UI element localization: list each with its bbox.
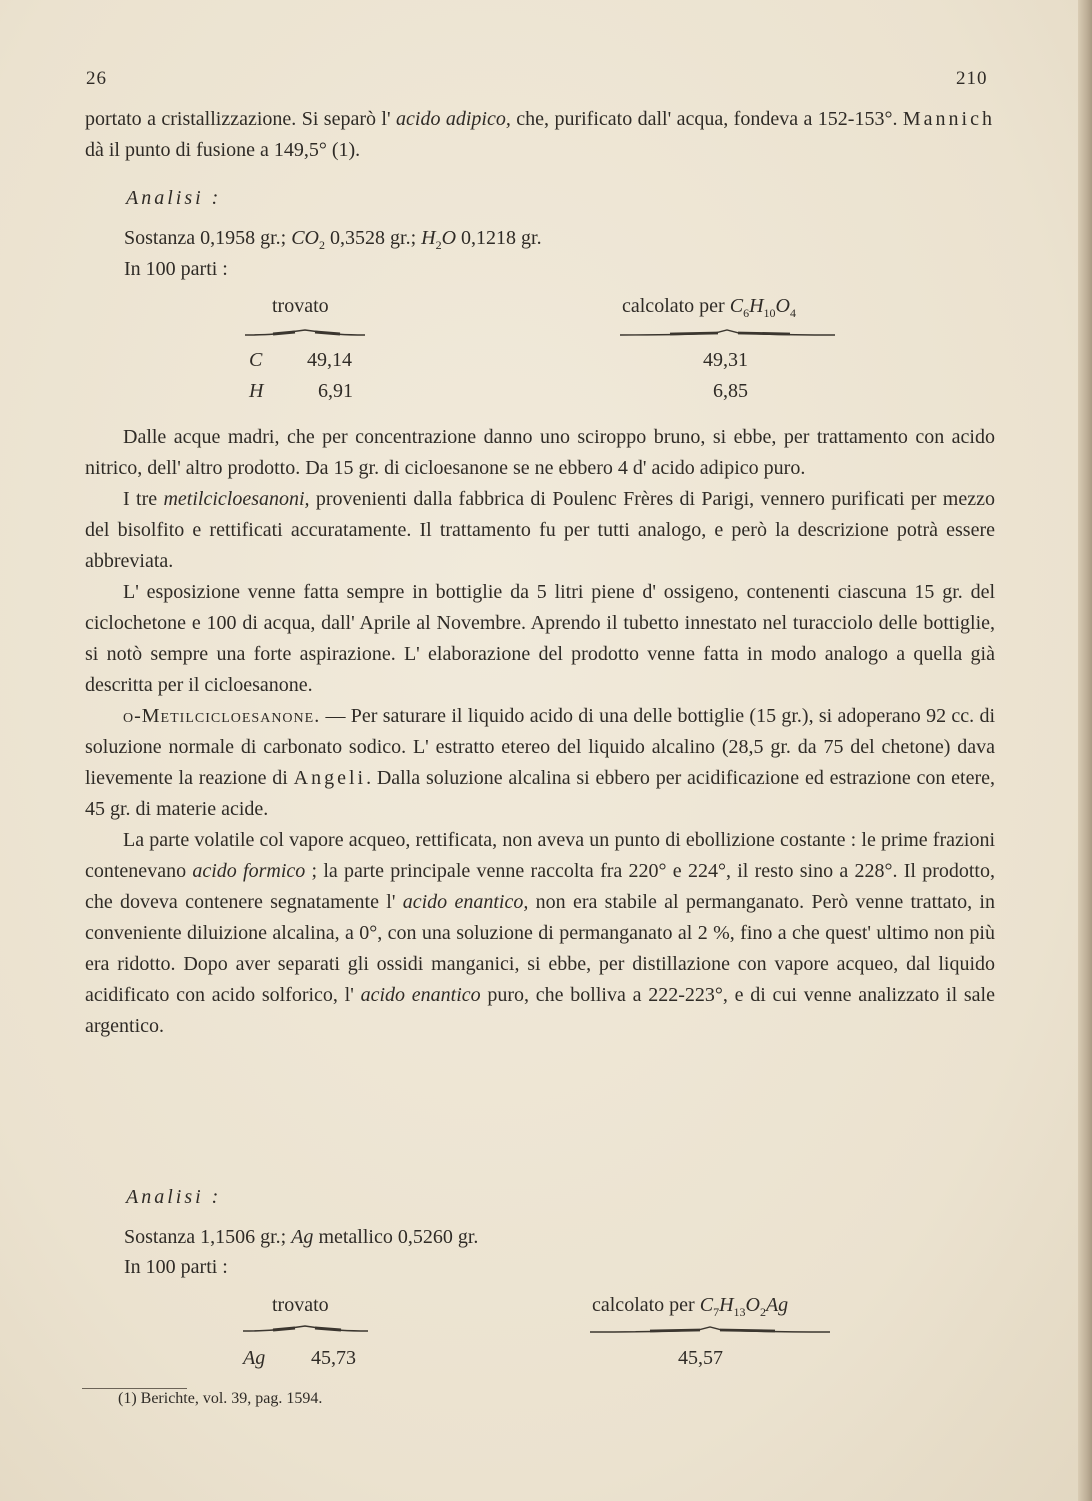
row2-calc: 6,85 [713,380,748,402]
acido-enantico-term-2: acido enantico [360,984,481,1006]
acido-enantico-term: acido enantico, [402,891,529,913]
row2-element: H [249,380,264,402]
brace-found-2 [243,1325,368,1333]
analysis2-heading: Analisi : [126,1186,222,1208]
o-metilcicloesanone-heading: o-Metilcicloesanone. [123,705,321,727]
analysis2-found-header: trovato [272,1294,329,1316]
paragraph-4: o-Metilcicloesanone. — Per saturare il liquido acido di una delle bottiglie (15 gr.), si adoperano 92 cc. di soluzione normale di carbonato sodico. L' estratto etereo del liquido alcalino (28,5 gr. da 75 del chetone) dava lievemente la reazione di Angeli. Dalla soluzione alcalina si ebbero per acidificazione ed estrazione con etere, 45 gr. di materie acide. [85,705,996,820]
h2o-sub: 2 [435,238,442,252]
page-edge-shadow [1078,0,1092,1501]
analysis2-parts: In 100 parti : [124,1256,228,1278]
row1-element: C [249,349,263,371]
formula-h-sub: 10 [763,306,776,320]
co2-value: 0,3528 gr.; [325,227,417,249]
analysis2-sostanza: Sostanza 1,1506 gr.; Ag metallico 0,5260 gr. [124,1226,479,1248]
intro-text-a: portato a cristallizzazione. Si separò l' [85,108,397,130]
row-ag-found: 45,73 [311,1347,356,1369]
acido-formico-term: acido formico [192,860,306,882]
intro-text-c: dà il punto di fusione a 149,5° (1). [85,139,361,161]
body-text [85,422,995,1042]
analysis1-calc-header [622,295,796,321]
page-number-left: 26 [86,68,107,89]
row2-found: 6,91 [318,380,353,402]
paragraph-5: La parte volatile col vapore acqueo, rettificata, non aveva un punto di ebollizione costante : le prime frazioni contenevano acido formico ; la parte principale venne raccolta fra 220° e 224°, il resto sino a 228°. Il prodotto, che doveva contenere segnatamente l' acido enantico, non era stabile al permanganato. Però venne trattato, in conveniente diluizione alcalina, a 0°, con una soluzione di permanganato al 2 %, fino a che quest' ultimo non più era ridotto. Dopo aver separati gli ossidi manganici, si ebbe, per distillazione con vapore acqueo, dal liquido acidificato con acido solforico, l' acido enantico puro, che bolliva a 222-223°, e di cui venne analizzato il sale argentico. [85,829,995,1037]
analysis1-found-header: trovato [272,295,329,317]
analysis1-heading: Analisi : [126,187,222,209]
author-angeli: Angeli [293,767,367,789]
sostanza-label: Sostanza 0,1958 gr.; [124,227,287,249]
intro-paragraph [85,104,995,166]
analysis1-parts: In 100 parti : [124,258,228,280]
formula-o-sub: 4 [789,306,796,320]
page-number-right: 210 [956,68,988,89]
author-mannich: Mannich [902,108,995,130]
formula-c: C [729,295,744,317]
brace-calc-1 [620,329,835,337]
co2-sub: 2 [319,238,326,252]
analysis1-sostanza [124,227,542,253]
acid-adipic-term: acido adipico, [396,108,511,130]
calc-header-label: calcolato per [622,295,725,317]
co2-symbol: CO [291,227,320,249]
formula-o: O [775,295,790,317]
formula-c-sub: 6 [743,306,750,320]
paragraph-2: I tre metilcicloesanoni, provenienti dalla fabbrica di Poulenc Frères di Parigi, vennero purificati per mezzo del bisolfito e rettificati accuratamente. Il trattamento fu per tutti analogo, e però la descrizione potrà essere abbreviata. [85,488,995,572]
row1-found: 49,14 [307,349,352,371]
paragraph-1: Dalle acque madri, che per concentrazione danno uno sciroppo bruno, si ebbe, per trattamento con acido nitrico, dell' altro prodotto. Da 15 gr. di cicloesanone se ne ebbero 4 d' acido adipico puro. [85,426,995,479]
brace-calc-2 [590,1326,830,1334]
row1-calc: 49,31 [703,349,748,371]
h2o-o: O [441,227,457,249]
ag-symbol: Ag [291,1226,314,1248]
h2o-value: 0,1218 gr. [456,227,542,249]
row-ag-calc: 45,57 [678,1347,723,1369]
analysis2-calc-header: calcolato per $C_7H_{13}O_2Ag$ [592,1294,789,1319]
brace-found-1 [245,329,365,337]
formula-h: H [749,295,764,317]
footnote: (1) Berichte, vol. 39, pag. 1594. [118,1390,323,1407]
row-ag-element: Ag [243,1347,266,1369]
metilcicloesanoni-term: metilcicloesanoni, [163,488,310,510]
footnote-rule [82,1388,187,1389]
intro-text-b: che, purificato dall' acqua, fondeva a 152-153°. [510,108,903,130]
h2o-h: H [421,227,436,249]
paragraph-3: L' esposizione venne fatta sempre in bottiglie da 5 litri piene d' ossigeno, contenenti ciascuna 15 gr. del ciclochetone e 100 di acqua, dall' Aprile al Novembre. Aprendo il tubetto innestato nel turacciolo delle bottiglie, si notò sempre una forte aspirazione. L' elaborazione del prodotto venne fatta in modo analogo a quella già descritta per il cicloesanone. [85,581,995,696]
